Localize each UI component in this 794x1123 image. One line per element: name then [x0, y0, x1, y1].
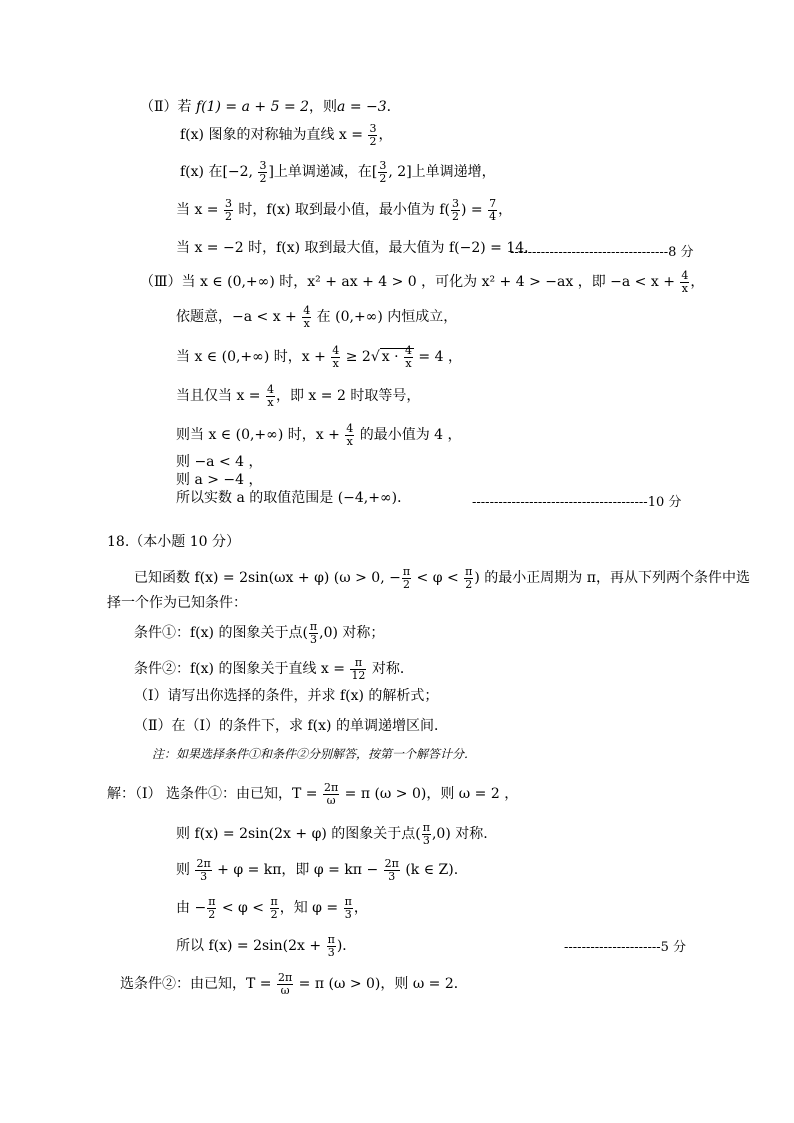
score-5: ----------------------5 分: [564, 940, 687, 955]
part2-line5: 当 x = −2 时，f(x) 取到最大值，最大值为 f(−2) = 14．: [176, 240, 539, 256]
sol-line4: 由 − $\frac{\pi}{2}$ < φ < $\frac{\pi}{2}$ ，知 φ = $\frac{\pi}{3}$ ，: [176, 895, 368, 921]
sol-line3: 则 $\frac{2\pi}{3}$ + φ = kπ，即 φ = kπ − $\frac{2\pi}{3}$ (k ∈ Z).: [176, 857, 459, 883]
score-10: ----------------------------------------10 分: [472, 495, 682, 510]
part3-line4: 当且仅当 x = $\frac{4}{x}$ ，即 x = 2 时取等号，: [176, 383, 421, 409]
part2-line1: （Ⅱ）若 f(1) = a + 5 = 2，则a = −3．: [140, 99, 401, 115]
part3-line6: 则 −a < 4 ，: [176, 454, 263, 470]
sol-line1: 解：（Ⅰ） 选条件①：由已知，T = $\frac{2\pi}{\omega}$ = π (ω > 0)，则 ω = 2 ，: [107, 781, 519, 807]
q18-note: 注：如果选择条件①和条件②分别解答，按第一个解答计分．: [152, 747, 477, 761]
q18-condition1: 条件①：f(x) 的图象关于点( $\frac{\pi}{3}$ ,0) 对称；: [134, 620, 385, 646]
part3-line5: 则当 x ∈ (0,+∞) 时，x + $\frac{4}{x}$ 的最小值为 4 ，: [176, 422, 462, 448]
part2-line4: 当 x = $\frac{3}{2}$ 时，f(x) 取到最小值，最小值为 f( $\frac{3}{2}$ ) = $\frac{7}{4}$ ，: [176, 197, 513, 223]
q18-part2: （Ⅱ）在（Ⅰ）的条件下，求 f(x) 的单调递增区间．: [134, 718, 448, 734]
part3-line7: 则 a > −4 ，: [176, 472, 263, 488]
q18-stem-line1: 已知函数 f(x) = 2sin(ωx + φ) (ω > 0, − $\frac{\pi}{2}$ < φ < $\frac{\pi}{2}$ ) 的最小正周期为 π，再从下列两个条件中选: [134, 565, 750, 591]
q18-stem-line2: 择一个作为已知条件：: [107, 595, 247, 611]
part3-line2: 依题意，−a < x + $\frac{4}{x}$ 在 (0,+∞) 内恒成立，: [176, 304, 458, 330]
part2-line2: f(x) 图象的对称轴为直线 x = $\frac{3}{2}$ ，: [180, 122, 393, 148]
part3-line8: 所以实数 a 的取值范围是 (−4,+∞)．: [176, 490, 412, 506]
sol-line5: 所以 f(x) = 2sin(2x + $\frac{\pi}{3}$ )．: [176, 933, 357, 959]
part3-line3: 当 x ∈ (0,+∞) 时，x + $\frac{4}{x}$ ≥ 2√ x · $\frac{4}{x}$ = 4 ，: [176, 344, 462, 370]
part3-line1: （Ⅲ）当 x ∈ (0,+∞) 时，x² + ax + 4 > 0 ，可化为 x² + 4 > −ax ，即 −a < x + $\frac{4}{x}$ ，: [140, 269, 705, 295]
sol-line6: 选条件②：由已知，T = $\frac{2\pi}{\omega}$ = π (ω > 0)，则 ω = 2．: [120, 971, 468, 997]
sol-line2: 则 f(x) = 2sin(2x + φ) 的图象关于点( $\frac{\pi}{3}$ ,0) 对称.: [176, 821, 488, 847]
part2-line3: f(x) 在[−2, $\frac{3}{2}$ ]上单调递减，在[ $\frac{3}{2}$ , 2]上单调递增，: [180, 159, 496, 185]
q18-title: 18.（本小题 10 分）: [107, 534, 240, 550]
score-8: ------------------------------------8 分: [510, 245, 694, 260]
q18-part1: （Ⅰ）请写出你选择的条件，并求 f(x) 的解析式；: [134, 688, 439, 704]
q18-condition2: 条件②：f(x) 的图象关于直线 x = $\frac{\pi}{12}$ 对称．: [134, 656, 414, 682]
